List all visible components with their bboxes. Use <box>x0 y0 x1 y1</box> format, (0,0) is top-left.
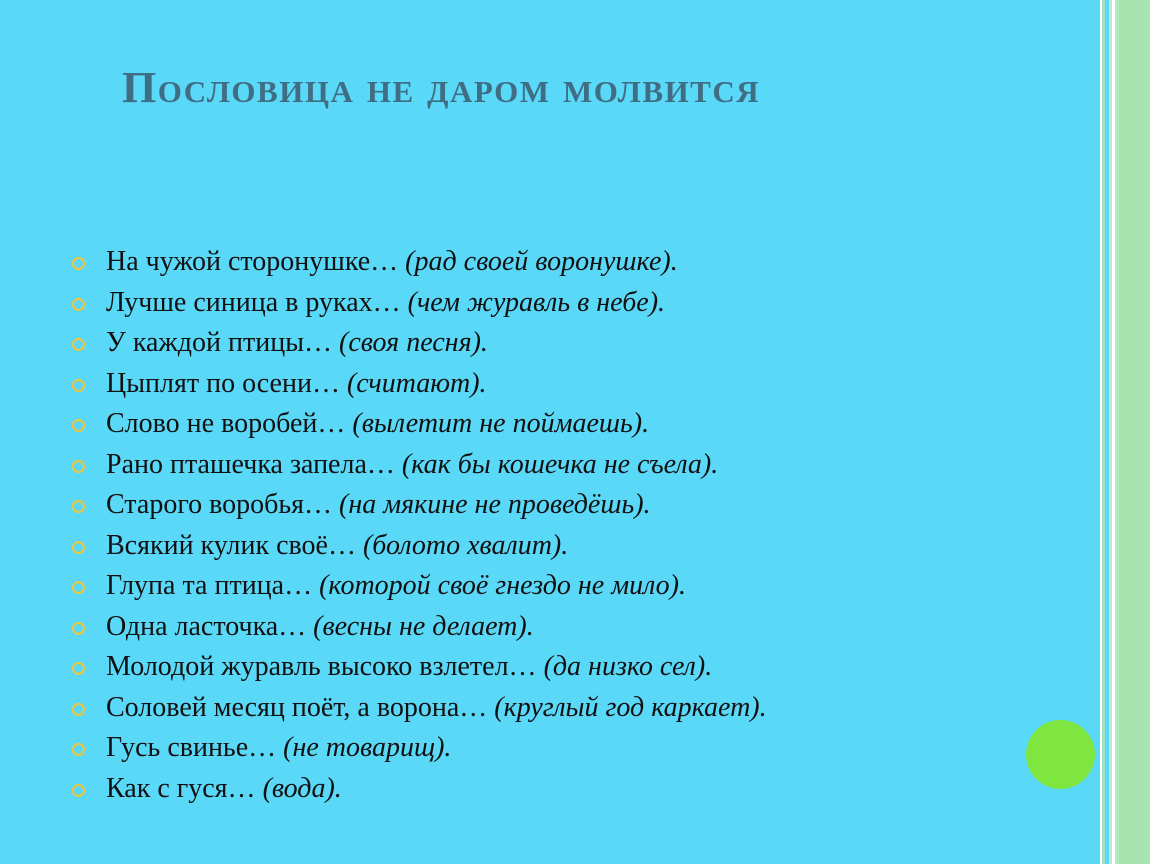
proverb-answer: (да низко сел). <box>543 651 713 682</box>
proverb-answer: (не товарищ). <box>283 732 452 763</box>
list-item <box>72 526 767 567</box>
proverb-answer: (своя песня). <box>339 327 488 358</box>
bullet-icon <box>72 460 85 473</box>
bullet-icon <box>72 379 85 392</box>
proverb-start: Как с гуся… <box>106 772 263 804</box>
proverb-answer: (как бы кошечка не съела). <box>401 448 719 480</box>
bullet-icon <box>72 500 85 513</box>
proverb-start: Глупа та птица… <box>106 570 320 601</box>
proverb-start: На чужой сторонушке… <box>106 246 406 277</box>
side-stripes <box>1100 0 1150 864</box>
bullet-icon <box>72 703 85 716</box>
bullet-icon <box>72 581 85 594</box>
proverb-start: Рано пташечка запела… <box>106 448 402 480</box>
proverb-answer: (болото хвалит). <box>362 529 569 561</box>
bullet-icon <box>72 743 85 756</box>
list-item <box>72 607 767 648</box>
proverb-answer: (вода). <box>262 772 342 804</box>
proverb-answer: (на мякине не проведёшь). <box>339 489 651 520</box>
green-circle-decoration <box>1026 720 1095 789</box>
bullet-icon <box>72 541 85 554</box>
proverb-answer: (которой своё гнездо не мило). <box>319 570 686 601</box>
proverb-start: Лучше синица в руках… <box>106 286 408 318</box>
proverb-start: У каждой птицы… <box>106 327 340 358</box>
proverb-start: Старого воробья… <box>106 489 340 520</box>
list-item <box>72 283 767 324</box>
list-item <box>72 688 767 729</box>
bullet-icon <box>72 338 85 351</box>
proverb-start: Соловей месяц поёт, а ворона… <box>106 691 495 723</box>
list-item <box>72 647 767 688</box>
list-item <box>72 566 767 607</box>
proverb-answer: (весны не делает). <box>313 610 534 642</box>
proverb-answer: (чем журавль в небе). <box>407 286 666 318</box>
proverb-start: Гусь свинье… <box>106 732 284 763</box>
proverb-answer: (рад своей воронушке). <box>405 246 678 277</box>
proverb-start: Молодой журавль высоко взлетел… <box>106 651 544 682</box>
bullet-icon <box>72 419 85 432</box>
list-item <box>72 769 767 810</box>
proverb-answer: (считают). <box>346 367 487 399</box>
list-item <box>72 485 767 526</box>
list-item <box>72 364 767 405</box>
proverb-list <box>72 242 767 809</box>
proverb-start: Слово не воробей… <box>106 408 353 439</box>
bullet-icon <box>72 662 85 675</box>
proverb-start: Одна ласточка… <box>106 610 314 642</box>
list-item <box>72 242 767 283</box>
bullet-icon <box>72 784 85 797</box>
list-item <box>72 728 767 769</box>
proverb-answer: (вылетит не поймаешь). <box>352 408 650 439</box>
proverb-start: Всякий кулик своё… <box>106 529 363 561</box>
list-item <box>72 323 767 364</box>
bullet-icon <box>72 298 85 311</box>
bullet-icon <box>72 622 85 635</box>
proverb-answer: (круглый год каркает). <box>494 691 767 723</box>
proverb-start: Цыплят по осени… <box>106 367 347 399</box>
list-item <box>72 445 767 486</box>
list-item <box>72 404 767 445</box>
slide-title: Пословица не даром молвится <box>122 63 761 112</box>
bullet-icon <box>72 257 85 270</box>
